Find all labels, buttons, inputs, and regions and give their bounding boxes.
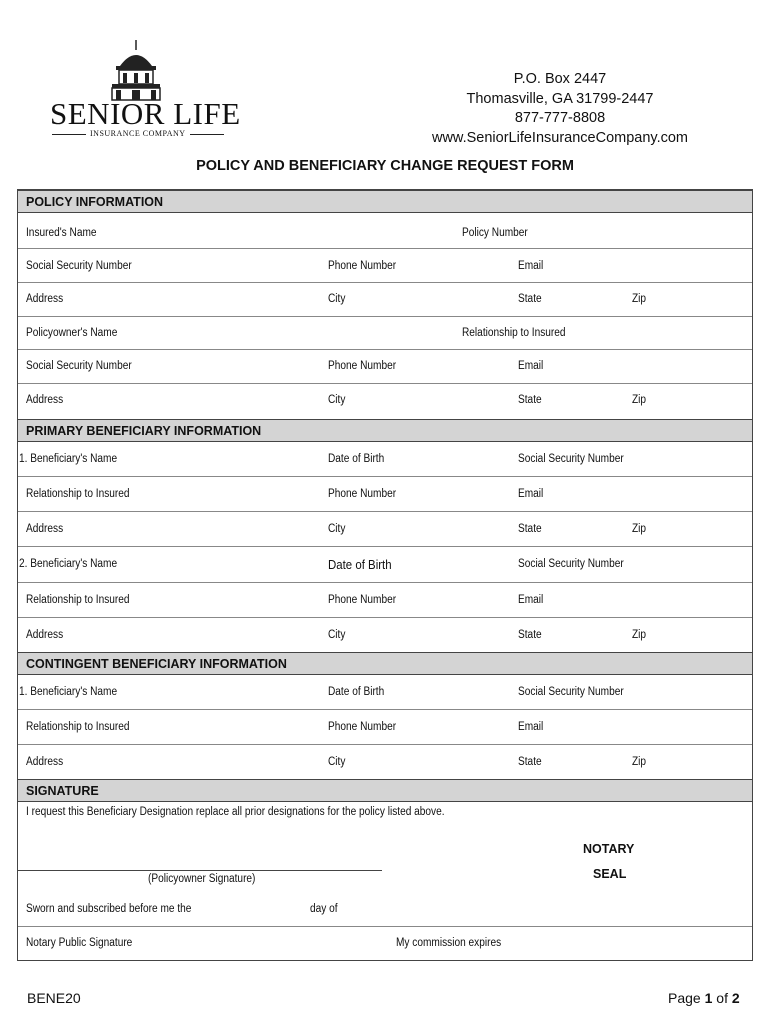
primary1-ssn-field[interactable]: Social Security Number bbox=[518, 453, 624, 465]
insureds-name-field[interactable]: Insured's Name bbox=[26, 227, 97, 239]
notary-public-signature-field[interactable]: Notary Public Signature bbox=[26, 937, 133, 949]
owner-relationship-field[interactable]: Relationship to Insured bbox=[462, 327, 566, 339]
contingent1-zip-field[interactable]: Zip bbox=[632, 756, 647, 768]
company-phone: 877-777-8808 bbox=[514, 110, 606, 126]
row-divider bbox=[18, 383, 752, 384]
contingent1-state-field[interactable]: State bbox=[518, 756, 542, 768]
contingent1-email-field[interactable]: Email bbox=[518, 721, 544, 733]
owner-state-field[interactable]: State bbox=[518, 394, 542, 406]
row-divider bbox=[18, 546, 752, 547]
primary2-relationship-field[interactable]: Relationship to Insured bbox=[26, 594, 130, 606]
primary1-state-field[interactable]: State bbox=[518, 523, 542, 535]
address-line-2: Thomasville, GA 31799-2447 bbox=[466, 90, 654, 107]
owner-city-field[interactable]: City bbox=[328, 394, 346, 406]
page-current: 1 bbox=[704, 990, 713, 1006]
owner-ssn-field[interactable]: Social Security Number bbox=[26, 360, 132, 372]
primary1-phone-field[interactable]: Phone Number bbox=[328, 488, 397, 500]
page-total: 2 bbox=[731, 990, 740, 1006]
logo-rule-right bbox=[190, 134, 224, 135]
commission-expires-field[interactable]: My commission expires bbox=[396, 937, 502, 949]
page-indicator bbox=[668, 990, 740, 1006]
owner-zip-field[interactable]: Zip bbox=[632, 394, 647, 406]
row-divider bbox=[18, 316, 752, 317]
primary2-dob-field[interactable]: Date of Birth bbox=[328, 557, 392, 572]
insured-city-field[interactable]: City bbox=[328, 293, 346, 305]
sworn-subscribed-field[interactable]: Sworn and subscribed before me the bbox=[26, 903, 192, 915]
row-divider bbox=[18, 349, 752, 350]
change-request-form bbox=[17, 189, 753, 961]
insured-ssn-field[interactable]: Social Security Number bbox=[26, 260, 132, 272]
insured-phone-field[interactable]: Phone Number bbox=[328, 260, 397, 272]
contingent1-city-field[interactable]: City bbox=[328, 756, 346, 768]
primary2-state-field[interactable]: State bbox=[518, 629, 542, 641]
primary2-address-field[interactable]: Address bbox=[26, 629, 64, 641]
primary2-ssn-field[interactable]: Social Security Number bbox=[518, 558, 624, 570]
day-of-field[interactable]: day of bbox=[310, 903, 338, 915]
company-subtitle: INSURANCE COMPANY bbox=[90, 129, 186, 138]
primary2-zip-field[interactable]: Zip bbox=[632, 629, 647, 641]
notary-label: NOTARY bbox=[583, 842, 635, 856]
row-divider bbox=[18, 248, 752, 249]
insured-address-field[interactable]: Address bbox=[26, 293, 64, 305]
primary2-city-field[interactable]: City bbox=[328, 629, 346, 641]
form-title: POLICY AND BENEFICIARY CHANGE REQUEST FORM bbox=[196, 158, 574, 174]
row-divider bbox=[18, 617, 752, 618]
primary2-name-field[interactable]: 2. Beneficiary's Name bbox=[19, 558, 118, 570]
contingent1-ssn-field[interactable]: Social Security Number bbox=[518, 686, 624, 698]
row-divider bbox=[18, 926, 752, 927]
insured-state-field[interactable]: State bbox=[518, 293, 542, 305]
row-divider bbox=[18, 476, 752, 477]
section-policy-information: POLICY INFORMATION bbox=[18, 190, 752, 213]
policyowner-signature-line[interactable] bbox=[18, 870, 382, 871]
policyowner-signature-label: (Policyowner Signature) bbox=[148, 873, 256, 885]
page-prefix: Page bbox=[668, 990, 705, 1006]
owner-phone-field[interactable]: Phone Number bbox=[328, 360, 397, 372]
row-divider bbox=[18, 582, 752, 583]
seal-label: SEAL bbox=[593, 867, 627, 881]
signature-statement: I request this Beneficiary Designation replace all prior designations for the policy listed above. bbox=[26, 806, 445, 818]
primary1-zip-field[interactable]: Zip bbox=[632, 523, 647, 535]
insured-email-field[interactable]: Email bbox=[518, 260, 544, 272]
policy-number-field[interactable]: Policy Number bbox=[462, 227, 528, 239]
contingent1-dob-field[interactable]: Date of Birth bbox=[328, 686, 385, 698]
page-of: of bbox=[712, 990, 732, 1006]
contingent1-relationship-field[interactable]: Relationship to Insured bbox=[26, 721, 130, 733]
primary1-relationship-field[interactable]: Relationship to Insured bbox=[26, 488, 130, 500]
contingent1-name-field[interactable]: 1. Beneficiary's Name bbox=[19, 686, 118, 698]
primary2-phone-field[interactable]: Phone Number bbox=[328, 594, 397, 606]
company-website: www.SeniorLifeInsuranceCompany.com bbox=[431, 129, 688, 146]
primary1-city-field[interactable]: City bbox=[328, 523, 346, 535]
form-code: BENE20 bbox=[27, 990, 81, 1006]
primary1-dob-field[interactable]: Date of Birth bbox=[328, 453, 385, 465]
owner-email-field[interactable]: Email bbox=[518, 360, 544, 372]
row-divider bbox=[18, 709, 752, 710]
owner-address-field[interactable]: Address bbox=[26, 394, 64, 406]
insured-zip-field[interactable]: Zip bbox=[632, 293, 647, 305]
company-address bbox=[410, 70, 710, 148]
contingent1-phone-field[interactable]: Phone Number bbox=[328, 721, 397, 733]
row-divider bbox=[18, 511, 752, 512]
contingent1-address-field[interactable]: Address bbox=[26, 756, 64, 768]
policyowners-name-field[interactable]: Policyowner's Name bbox=[26, 327, 118, 339]
logo-rule-left bbox=[52, 134, 86, 135]
primary2-email-field[interactable]: Email bbox=[518, 594, 544, 606]
row-divider bbox=[18, 282, 752, 283]
section-contingent-beneficiary: CONTINGENT BENEFICIARY INFORMATION bbox=[18, 652, 752, 675]
address-line-1: P.O. Box 2447 bbox=[513, 71, 607, 87]
row-divider bbox=[18, 744, 752, 745]
section-primary-beneficiary: PRIMARY BENEFICIARY INFORMATION bbox=[18, 419, 752, 442]
company-name: SENIOR LIFE bbox=[50, 96, 241, 131]
section-signature: SIGNATURE bbox=[18, 779, 752, 802]
primary1-name-field[interactable]: 1. Beneficiary's Name bbox=[19, 453, 118, 465]
primary1-address-field[interactable]: Address bbox=[26, 523, 64, 535]
primary1-email-field[interactable]: Email bbox=[518, 488, 544, 500]
